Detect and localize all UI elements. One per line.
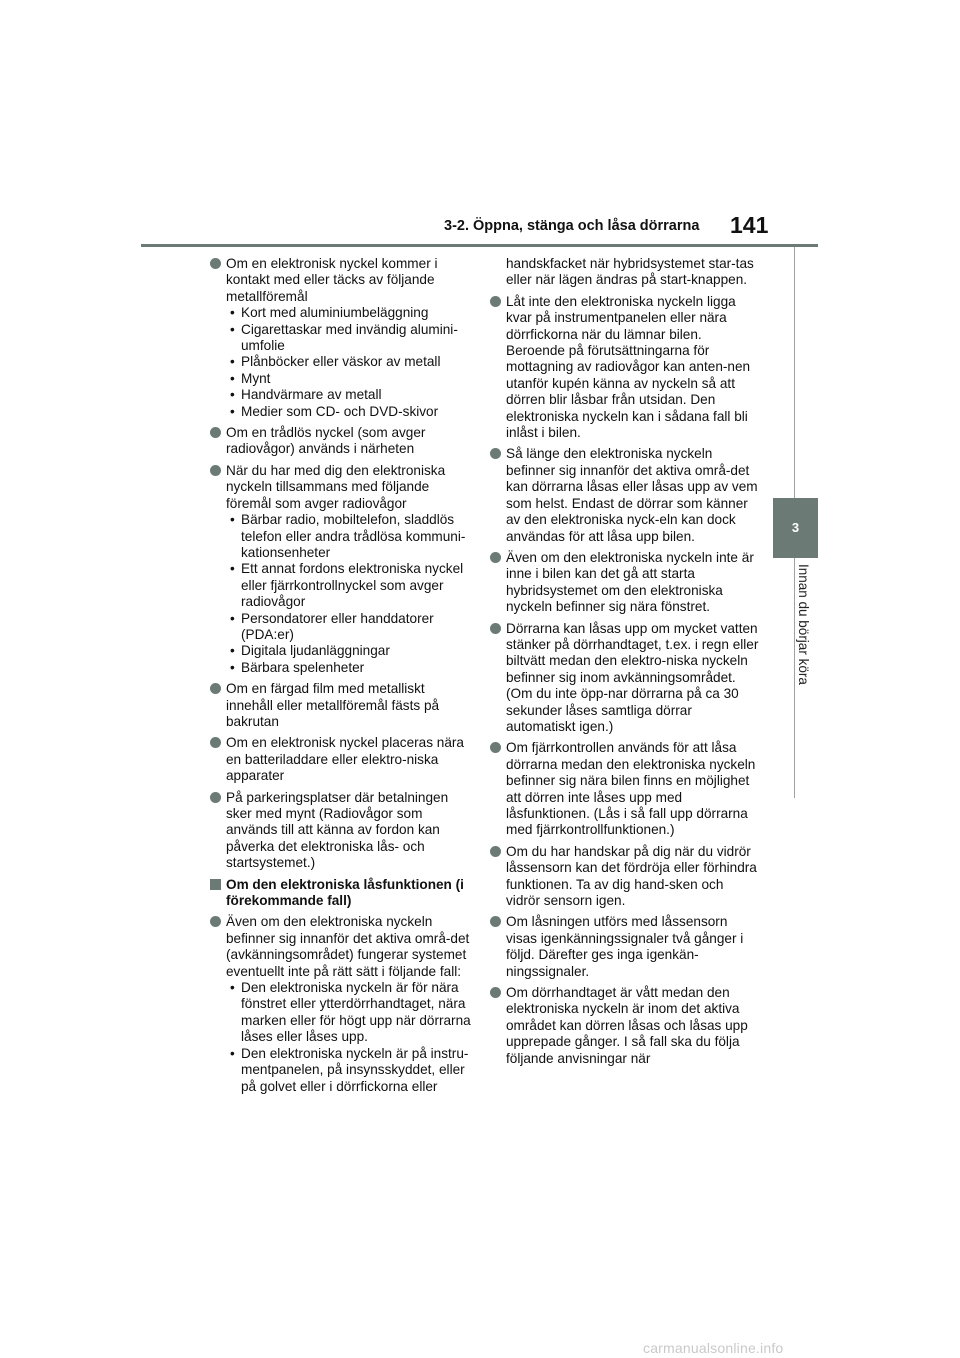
sub-item: • Bärbara spelenheter: [230, 659, 365, 675]
list-item: [490, 446, 760, 544]
continuation-text: handskfacket när hybridsystemet star-tas eller när lägen ändras på start-knappen.: [506, 256, 754, 288]
chapter-tab[interactable]: [773, 498, 818, 558]
heading-text: Om den elektroniska låsfunktionen (i förekommande fall): [226, 876, 464, 909]
list-item: [490, 740, 760, 838]
paragraph-text: På parkeringsplatser där betalningen sker med mynt (Radiovågor som används till att känna av fordon kan påverka det elektroniska lås- och startsystemet.): [226, 789, 449, 871]
paragraph-text: Dörrarna kan låsas upp om mycket vatten stänker på dörrhandtaget, t.ex. i regn eller biltvätt medan den elektro-niska nyckeln befinner sig inom avkänningsområdet. (Om du inte öpp-nar dörrarna på ca 30 sekunder låses samtliga dörrar automatiskt igen.): [506, 620, 759, 734]
bullet-icon: [490, 552, 501, 563]
page-number: 141: [730, 212, 769, 238]
paragraph-text: Om en trådlös nyckel (som avger radiovågor) används i närheten: [226, 425, 426, 457]
list-item: [490, 844, 760, 910]
dot-icon: •: [230, 980, 235, 996]
bullet-icon: [490, 987, 501, 998]
sub-item: • Persondatorer eller handdatorer (PDA:er): [230, 610, 434, 642]
list-item: [210, 463, 475, 676]
dot-icon: •: [230, 387, 235, 403]
section-title: 3-2. Öppna, stänga och låsa dörrarna: [444, 218, 700, 234]
bullet-icon: [490, 296, 501, 307]
right-column: [490, 256, 760, 1072]
paragraph-text: Om en elektronisk nyckel kommer i kontakt med eller täcks av följande metallföremål: [226, 256, 438, 304]
bullet-icon: [210, 465, 221, 476]
bullet-icon: [210, 258, 221, 269]
sub-item: • Ett annat fordons elektroniska nyckel eller fjärrkontrollnyckel som avger radiovågor: [230, 561, 464, 610]
paragraph-text: Även om den elektroniska nyckeln inte är inne i bilen kan det gå att starta hybridsystemet om den elektroniska nyckeln befinner sig nära fönstret.: [506, 549, 754, 615]
paragraph-text: När du har med dig den elektroniska nyckeln tillsammans med följande föremål som avger radiovågor: [226, 462, 446, 511]
bullet-icon: [490, 623, 501, 634]
sub-item: • Den elektroniska nyckeln är på instru-mentpanelen, på insynsskyddet, eller på golvet eller i dörrfickorna eller: [230, 1045, 469, 1094]
paragraph-text: Låt inte den elektroniska nyckeln ligga kvar på instrumentpanelen eller nära dörrfickorna när du lämnar bilen. Beroende på förutsättningarna för mottagning av radiovågor kan anten-nen utanför kupén känna av nyckeln så att dörren blir låsbar från utsidan. Den elektroniska nyckeln kan i sådana fall bli inlåst i bilen.: [506, 293, 751, 441]
list-item: [210, 681, 475, 730]
list-item: [210, 256, 475, 420]
list-item: [210, 790, 475, 872]
list-item: [210, 735, 475, 784]
list-item: [490, 294, 760, 442]
list-item: [490, 621, 760, 736]
paragraph-text: Om en färgad film med metalliskt innehåll eller metallföremål fästs på bakrutan: [226, 681, 440, 729]
sub-item: • Mynt: [230, 370, 271, 386]
bullet-icon: [210, 792, 221, 803]
bullet-icon: [490, 742, 501, 753]
dot-icon: •: [230, 610, 235, 626]
dot-icon: •: [230, 305, 235, 321]
list-item: [490, 985, 760, 1067]
list-item: [210, 425, 475, 458]
header-rule: [141, 244, 818, 247]
dot-icon: •: [230, 370, 235, 386]
paragraph-text: Om dörrhandtaget är vått medan den elektroniska nyckeln är inom det aktiva området kan dörren låsas och låsas upp upprepade gånger. I så fall ska du följa följande anvisningar när: [506, 985, 748, 1066]
paragraph-text: Så länge den elektroniska nyckeln befinner sig innanför det aktiva områ-det kan dörrarna låsas eller låsas upp av vem som helst. Endast de dörrar som känner av den elektroniska nyck-eln kan dock användas för att låsa upp bilen.: [506, 446, 758, 544]
chapter-title: Innan du börjar köra: [796, 564, 811, 685]
dot-icon: •: [230, 561, 235, 577]
bullet-icon: [210, 916, 221, 927]
sub-item: • Cigarettaskar med invändig alumini-umfolie: [230, 321, 458, 354]
bullet-icon: [210, 737, 221, 748]
watermark: carmanualsonline.info: [643, 1340, 784, 1356]
bullet-icon: [210, 427, 221, 438]
dot-icon: •: [230, 354, 235, 370]
list-item: [490, 914, 760, 980]
paragraph-text: Även om den elektroniska nyckeln befinner sig innanför det aktiva områ-det (avkänningsområdet) fungerar systemet eventuellt inte på rätt sätt i följande fall:: [226, 914, 470, 979]
list-item: [210, 914, 475, 1094]
sub-item: • Medier som CD- och DVD-skivor: [230, 403, 439, 419]
dot-icon: •: [230, 403, 235, 419]
bullet-icon: [490, 448, 501, 459]
paragraph-text: Om du har handskar på dig när du vidrör låssensorn kan det fördröja eller förhindra funktionen. Ta av dig hand-sken och vidrör sensorn igen.: [506, 843, 757, 909]
sub-item: • Bärbar radio, mobiltelefon, sladdlös telefon eller andra trådlösa kommuni-kationsenheter: [230, 512, 466, 560]
paragraph-text: Om låsningen utförs med låssensorn visas igenkänningssignaler två gånger i följd. Därefter ges inga igenkän-ningssignaler.: [506, 914, 744, 979]
left-column: [210, 256, 475, 1100]
bullet-icon: [210, 683, 221, 694]
sub-item: • Plånböcker eller väskor av metall: [230, 354, 441, 370]
paragraph-text: Om en elektronisk nyckel placeras nära en batteriladdare eller elektro-niska apparater: [226, 735, 464, 784]
side-rule-bottom: [794, 558, 795, 798]
sub-item: • Handvärmare av metall: [230, 387, 382, 403]
dot-icon: •: [230, 512, 235, 528]
dot-icon: •: [230, 1045, 235, 1061]
paragraph-text: Om fjärrkontrollen används för att låsa dörrarna medan den elektroniska nyckeln befinner sig nära bilen finns en möjlighet att dörren inte låses upp med låsfunktionen. (Lås i så fall upp dörrarna med fjärrkontrollfunktionen.): [506, 740, 756, 838]
dot-icon: •: [230, 659, 235, 675]
bullet-icon: [490, 846, 501, 857]
square-bullet-icon: [210, 879, 221, 890]
side-rule-top: [794, 247, 795, 498]
chapter-number: 3: [791, 520, 800, 535]
sub-item: • Kort med aluminiumbeläggning: [230, 305, 429, 321]
section-heading: [210, 877, 475, 910]
bullet-icon: [490, 916, 501, 927]
sub-item: • Digitala ljudanläggningar: [230, 643, 390, 659]
dot-icon: •: [230, 643, 235, 659]
list-item: [490, 550, 760, 616]
sub-item: • Den elektroniska nyckeln är för nära fönstret eller ytterdörrhandtaget, nära marken eller för högt upp när dörrarna låses eller låses upp.: [230, 980, 471, 1045]
dot-icon: •: [230, 321, 235, 337]
